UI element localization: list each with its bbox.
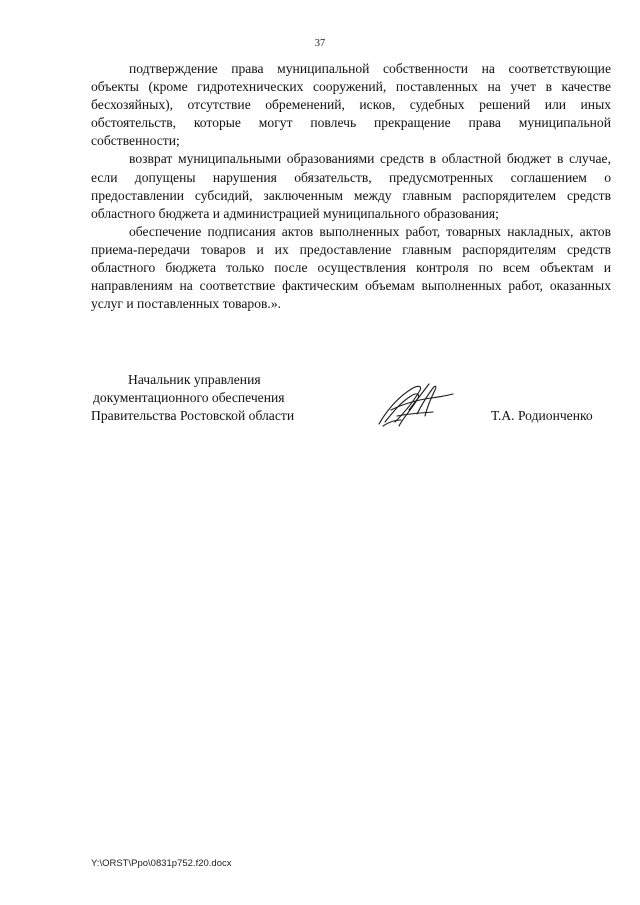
- body-text: [91, 60, 611, 313]
- position-line: Начальник управления: [128, 372, 261, 387]
- paragraph-acts: обеспечение подписания актов выполненных работ, товарных накладных, актов приема-передачи товаров и их предоставление главным распорядителям средств областного бюджета только после осуществления контроля по всем объектам и направлениям на соответствие фактическим объемам выполненных работ, оказанных услуг и поставленных товаров.».: [91, 223, 611, 312]
- paragraph-ownership: подтверждение права муниципальной собственности на соответствующие объекты (кроме гидротехнических сооружений, поставленных на учет в качестве бесхозяйных), отсутствие обременений, исков, судебных решений или иных обстоятельств, которые могут повлечь прекращение права муниципальной собственности;: [91, 61, 611, 149]
- handwritten-signature-icon: [373, 380, 459, 432]
- page-number: 37: [314, 38, 326, 49]
- position-line: Правительства Ростовской области: [91, 408, 295, 424]
- paragraph-refund: возврат муниципальными образованиями средств в областной бюджет в случае, если допущены нарушения обязательств, предусмотренных соглашением о предоставлении субсидий, заключенным между главным распорядителем средств областного бюджета и администрацией муниципального образования;: [91, 151, 611, 221]
- position-line: документационного обеспечения: [93, 390, 285, 406]
- signatory-position: [91, 371, 331, 425]
- file-path: Y:\ORST\Ppo\0831p752.f20.docx: [91, 858, 232, 869]
- signer-name: Т.А. Родионченко: [491, 408, 593, 423]
